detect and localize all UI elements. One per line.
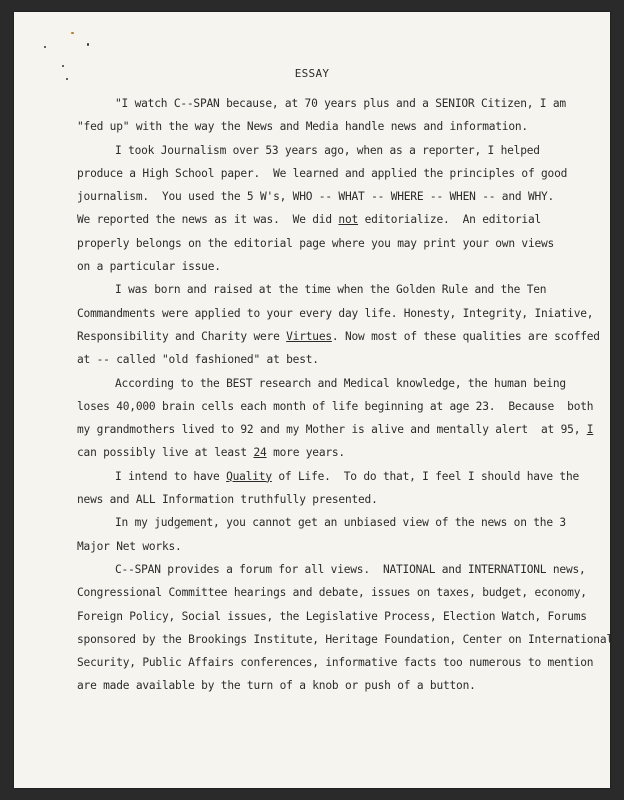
text-line <box>77 325 600 348</box>
essay-title: ESSAY <box>294 67 330 80</box>
text-line: I was born and raised at the time when the Golden Rule and the Ten <box>115 283 547 297</box>
text-line: news and ALL Information truthfully presented. <box>77 493 378 507</box>
text-line: on a particular issue. <box>77 260 221 274</box>
text-segment: editorialize. An editorial <box>358 213 542 227</box>
underlined-word: Quality <box>226 469 272 483</box>
text-segment: Responsibility and Charity were <box>77 329 287 343</box>
text-line: Foreign Policy, Social issues, the Legislative Process, Election Watch, Forums <box>77 609 587 623</box>
document-page <box>14 12 613 788</box>
text-line: "fed up" with the way the News and Media handle news and information. <box>77 120 528 134</box>
text-segment: can possibly live at least <box>77 446 254 460</box>
text-line: C--SPAN provides a forum for all views. NATIONAL and INTERNATIONL news, <box>115 562 586 576</box>
text-line: Commandments were applied to your every day life. Honesty, Integrity, Iniative, <box>77 306 594 320</box>
text-segment: . Now most of these qualities are scoffed <box>331 329 600 343</box>
underlined-word: not <box>338 213 359 227</box>
text-line: Major Net works. <box>77 539 182 553</box>
text-line: are made available by the turn of a knob or push of a button. <box>77 679 476 693</box>
text-segment: of Life. To do that, I feel I should have the <box>271 469 580 483</box>
text-line: sponsored by the Brookings Institute, Heritage Foundation, Center on International <box>77 632 613 646</box>
essay-body <box>77 92 613 698</box>
text-segment: my grandmothers lived to 92 and my Mother is alive and mentally alert at 95, <box>77 423 587 437</box>
text-line <box>77 441 597 464</box>
underlined-word: 24 <box>253 446 267 460</box>
text-line: Security, Public Affairs conferences, informative facts too numerous to mention <box>77 656 594 670</box>
underlined-word: Virtues <box>286 329 332 343</box>
ink-speck <box>71 32 74 34</box>
text-line: loses 40,000 brain cells each month of life beginning at age 23. Because both <box>77 399 594 413</box>
ink-speck <box>44 46 46 48</box>
text-line: at -- called "old fashioned" at best. <box>77 353 319 367</box>
text-line: I took Journalism over 53 years ago, when as a reporter, I helped <box>115 143 540 157</box>
text-line <box>77 465 597 488</box>
ink-speck <box>87 43 89 46</box>
text-line: Congressional Committee hearings and debate, issues on taxes, budget, economy, <box>77 586 587 600</box>
text-segment: We reported the news as it was. We did <box>77 213 339 227</box>
text-line <box>77 418 597 441</box>
text-line: produce a High School paper. We learned and applied the principles of good <box>77 166 568 180</box>
text-segment: I intend to have <box>115 469 227 483</box>
underlined-word: I <box>586 423 594 437</box>
text-line <box>77 208 597 231</box>
text-line: journalism. You used the 5 W's, WHO -- WHAT -- WHERE -- WHEN -- and WHY. <box>77 190 555 204</box>
text-line: In my judgement, you cannot get an unbiased view of the news on the 3 <box>115 516 566 530</box>
text-segment: more years. <box>266 446 345 460</box>
text-line: According to the BEST research and Medical knowledge, the human being <box>115 376 566 390</box>
text-line: "I watch C--SPAN because, at 70 years plus and a SENIOR Citizen, I am <box>115 97 566 110</box>
text-line: properly belongs on the editorial page where you may print your own views <box>77 236 555 250</box>
